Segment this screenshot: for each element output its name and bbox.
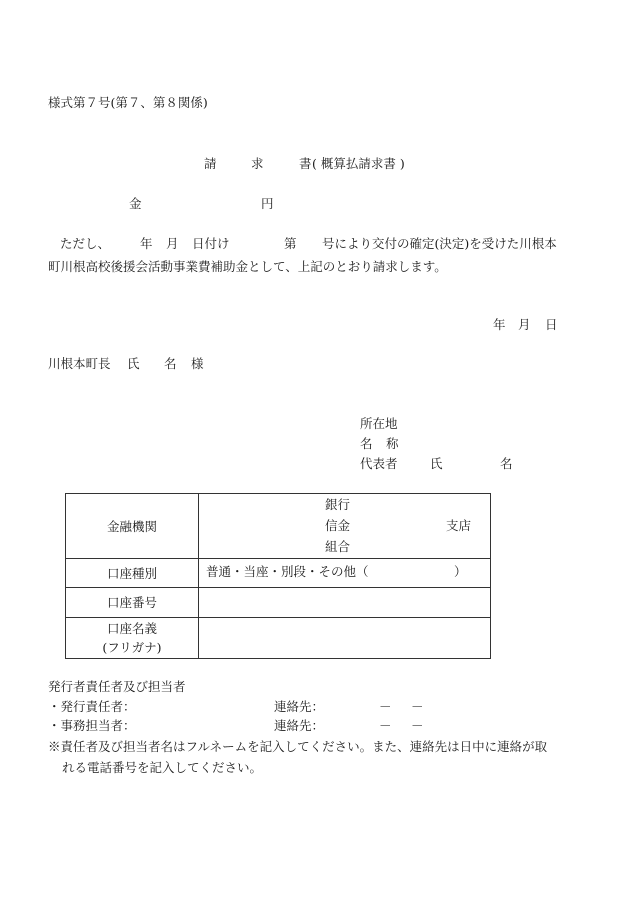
clerk-label: ・事務担当者：: [48, 718, 136, 733]
bank-type-bank: 銀行: [325, 497, 351, 512]
clerk-contact-dash-1: －: [379, 718, 392, 733]
contacts-heading: 発行者責任者及び担当者: [48, 679, 186, 694]
account-type-close: ）: [454, 564, 467, 579]
clerk-contact-dash-2: －: [411, 718, 424, 733]
amount-prefix: 金: [129, 196, 142, 211]
account-number-field[interactable]: [199, 588, 491, 618]
institution-cell[interactable]: [199, 494, 491, 559]
statement-line-2: 町川根高校後援会活動事業費補助金として、上記のとおり請求します。: [48, 259, 447, 274]
row-account-type: [66, 559, 491, 588]
date-month: 月: [518, 317, 531, 332]
date-year: 年: [493, 317, 506, 332]
bank-account-table: [65, 493, 491, 659]
branch-label: 支店: [446, 518, 472, 533]
addressee-shi: 氏: [127, 356, 140, 371]
title-subtitle: ( 概算払請求書 ): [312, 156, 405, 171]
applicant-shi: 氏: [430, 456, 443, 471]
account-name-label-2: (フリガナ): [102, 640, 162, 655]
statement-year: 年: [140, 236, 153, 251]
account-name-label-1: 口座名義: [106, 621, 157, 636]
applicant-mei: 名: [500, 456, 513, 471]
date-day: 日: [545, 317, 558, 332]
row-account-name: [66, 618, 491, 659]
statement-month: 月: [166, 236, 179, 251]
bank-type-kumiai: 組合: [325, 539, 351, 554]
note-line-1: ※責任者及び担当者名はフルネームを記入してください。また、連絡先は日中に連絡が取: [48, 739, 548, 754]
statement-intro: ただし、: [60, 236, 111, 251]
account-type-label: 口座種別: [66, 559, 199, 588]
statement-rest: 号により交付の確定(決定)を受けた川根本: [322, 236, 557, 251]
form-number: 様式第７号(第７、第８関係): [48, 95, 208, 110]
applicant-name-label-1: 名: [360, 436, 373, 451]
row-institution: [66, 494, 491, 559]
addressee-title: 川根本町長: [48, 356, 111, 371]
statement-day: 日付け: [192, 236, 230, 251]
row-account-number: [66, 588, 491, 618]
statement-dai: 第: [284, 236, 297, 251]
issuer-contact-label: 連絡先：: [274, 699, 325, 714]
applicant-rep-label: 代表者: [360, 456, 398, 471]
addressee-sama: 様: [191, 356, 204, 371]
account-name-label: [66, 618, 199, 659]
title-char-2: 求: [251, 156, 264, 171]
title-char-1: 請: [204, 156, 217, 171]
title-char-3: 書: [299, 156, 312, 171]
account-type-cell[interactable]: [199, 559, 491, 588]
account-type-options: 普通・当座・別段・その他（: [206, 564, 369, 579]
applicant-name-label-2: 称: [386, 436, 399, 451]
account-number-label: 口座番号: [66, 588, 199, 618]
issuer-contact-dash-1: －: [379, 699, 392, 714]
bank-type-shinkin: 信金: [325, 518, 351, 533]
issuer-contact-dash-2: －: [411, 699, 424, 714]
note-line-2: れる電話番号を記入してください。: [62, 760, 263, 775]
amount-unit: 円: [261, 196, 274, 211]
issuer-label: ・発行責任者：: [48, 699, 136, 714]
applicant-address-label: 所在地: [360, 416, 398, 431]
institution-label: 金融機関: [66, 494, 199, 559]
addressee-mei: 名: [164, 356, 177, 371]
account-name-field[interactable]: [199, 618, 491, 659]
clerk-contact-label: 連絡先：: [274, 718, 325, 733]
